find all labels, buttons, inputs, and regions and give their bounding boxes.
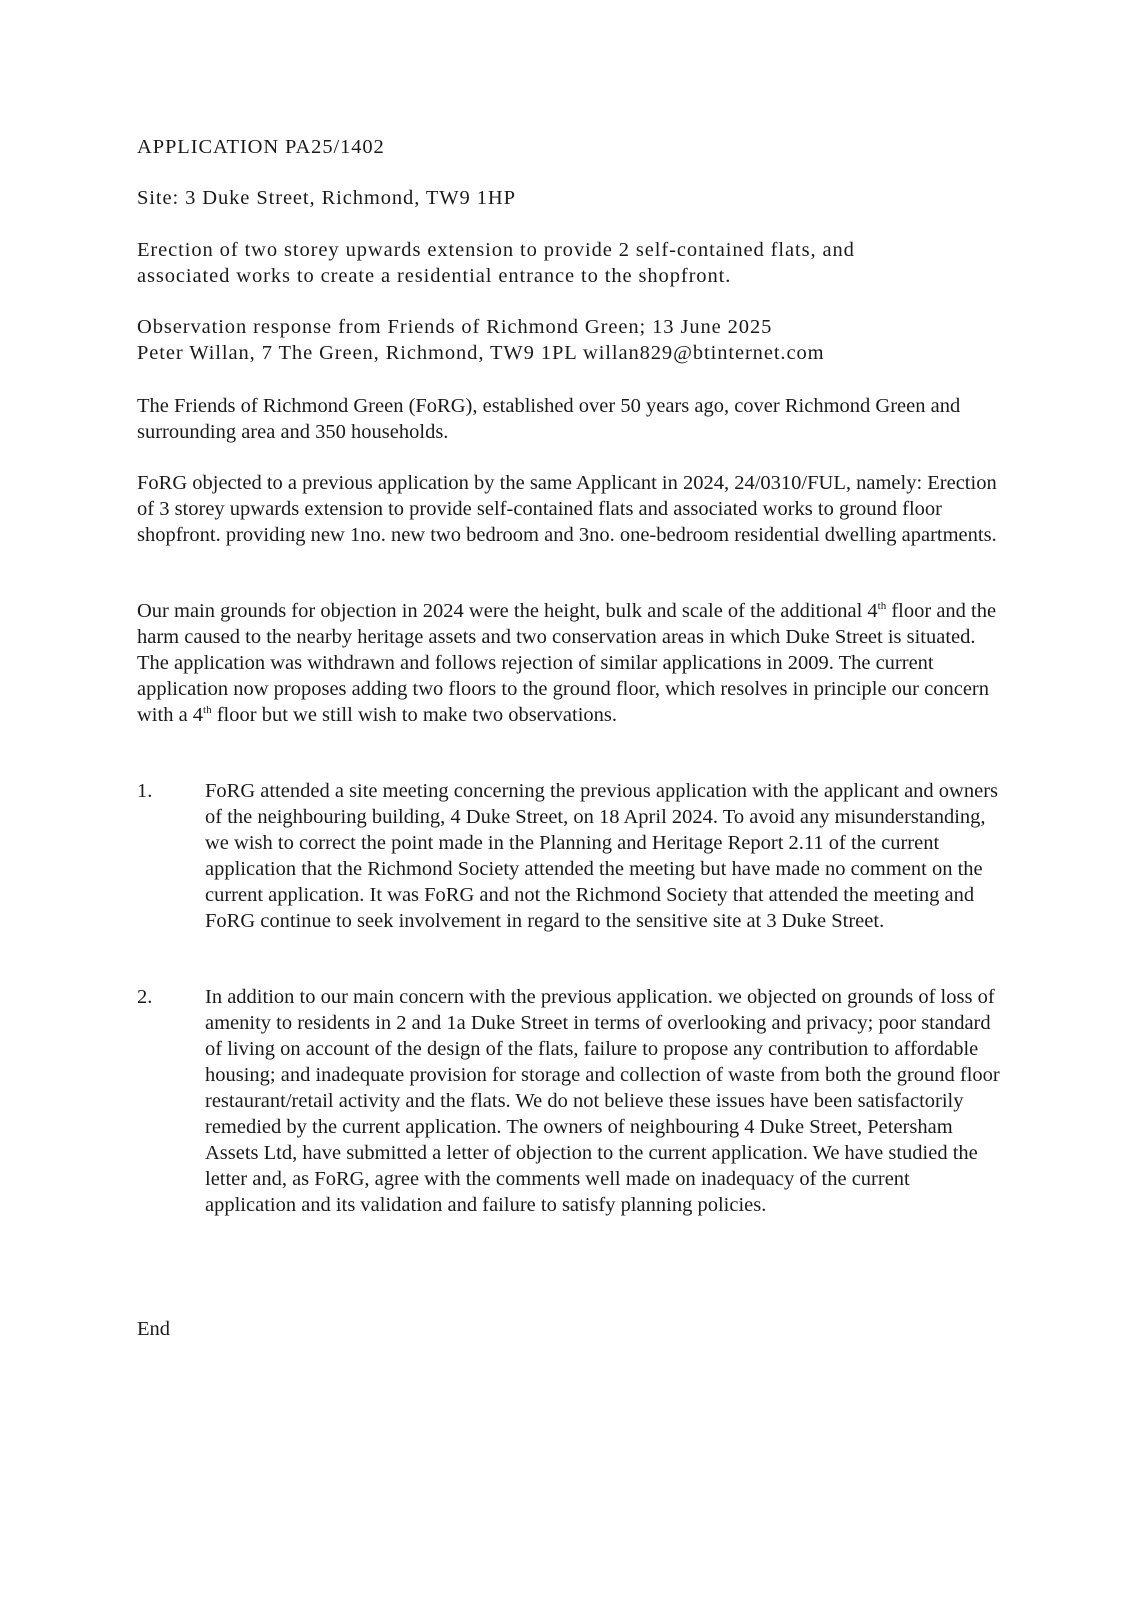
item-text: In addition to our main concern with the previous application. we objected on grounds of loss of amenity to residents in 2 and 1a Duke Street in terms of overlooking and privacy; poor standard of living on account of the design of the flats, failure to propose any contribution to affordable housing; and inadequate provision for storage and collection of waste from both the ground floor restaurant/retail activity and the flats. We do not believe these issues have been satisfactorily remedied by the current application. The owners of neighbouring 4 Duke Street, Petersham Assets Ltd, have submitted a letter of objection to the current application. We have studied the letter and, as FoRG, agree with the comments well made on inadequacy of the current application and its validation and failure to satisfy planning policies. (205, 986, 1000, 1216)
grounds-text-b: floor and the harm caused to the nearby heritage assets and two conservation areas in which Duke Street is situated. The application was withdrawn and follows rejection of similar applications in 2009. The current application now proposes adding two floors to the ground floor, which resolves in principle our concern with a 4 (137, 600, 997, 726)
item-text: FoRG attended a site meeting concerning the previous application with the applicant and owners of the neighbouring building, 4 Duke Street, on 18 April 2024. To avoid any misunderstanding, we wish to correct the point made in the Planning and Heritage Report 2.11 of the current application that the Richmond Society attended the meeting but have made no comment on the current application. It was FoRG and not the Richmond Society that attended the meeting and FoRG continue to seek involvement in regard to the sensitive site at 3 Duke Street. (205, 780, 999, 932)
proposal-line-2: associated works to create a residential entrance to the shopfront. (137, 265, 732, 287)
grounds-superscript-1: th (877, 600, 887, 613)
item-number: 2. (137, 986, 153, 1008)
grounds-text-c: floor but we still wish to make two observations. (211, 704, 618, 726)
intro-paragraph: The Friends of Richmond Green (FoRG), established over 50 years ago, cover Richmond Green and surrounding area and 350 households. (137, 395, 961, 443)
end-marker: End (137, 1318, 171, 1340)
grounds-paragraph (137, 598, 997, 728)
site-address: Site: 3 Duke Street, Richmond, TW9 1HP (137, 187, 516, 209)
item-number: 1. (137, 780, 153, 802)
grounds-superscript-2: th (203, 704, 212, 717)
previous-application-paragraph: FoRG objected to a previous application by the same Applicant in 2024, 24/0310/FUL, namely: Erection of 3 storey upwards extension to provide self-contained flats and associated works to ground floor shopfront. providing new 1no. new two bedroom and 3no. one-bedroom residential dwelling apartments. (137, 472, 997, 546)
proposal-line-1: Erection of two storey upwards extension to provide 2 self-contained flats, and (137, 239, 855, 261)
application-reference: APPLICATION PA25/1402 (137, 136, 385, 158)
response-author: Peter Willan, 7 The Green, Richmond, TW9 1PL willan829@btinternet.com (137, 342, 825, 364)
grounds-text-a: Our main grounds for objection in 2024 were the height, bulk and scale of the additional 4 (137, 600, 878, 622)
response-title: Observation response from Friends of Richmond Green; 13 June 2025 (137, 316, 773, 338)
